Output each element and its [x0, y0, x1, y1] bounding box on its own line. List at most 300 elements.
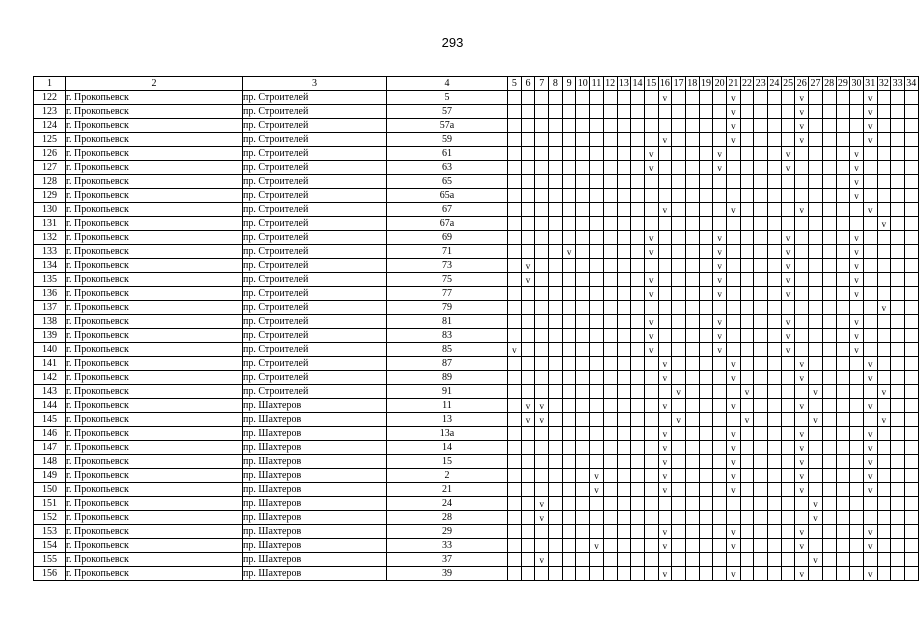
mark-cell-31: v	[863, 105, 877, 119]
mark-cell-6	[521, 567, 535, 581]
mark-cell-12	[603, 497, 617, 511]
mark-cell-9	[562, 315, 576, 329]
mark-cell-10	[576, 525, 590, 539]
mark-cell-17	[672, 259, 686, 273]
mark-cell-28	[822, 371, 836, 385]
column-header-16: 16	[659, 77, 670, 89]
table-row	[34, 301, 919, 315]
mark-cell-28	[822, 385, 836, 399]
mark-cell-18	[685, 301, 699, 315]
mark-cell-25: v	[781, 315, 795, 329]
mark-cell-23	[754, 385, 768, 399]
mark-cell-22	[740, 91, 754, 105]
mark-cell-34	[904, 413, 918, 427]
mark-cell-24	[768, 497, 782, 511]
mark-cell-17	[672, 469, 686, 483]
mark-cell-23	[754, 539, 768, 553]
mark-cell-26	[795, 245, 809, 259]
mark-cell-6	[521, 469, 535, 483]
mark-cell-14	[631, 217, 645, 231]
mark-cell-33	[891, 189, 905, 203]
mark-cell-10	[576, 245, 590, 259]
mark-cell-33	[891, 217, 905, 231]
mark-cell-28	[822, 441, 836, 455]
mark-cell-18	[685, 539, 699, 553]
city-cell: г. Прокопьевск	[66, 287, 243, 301]
street-cell: пр. Строителей	[243, 147, 387, 161]
table-row	[34, 133, 919, 147]
mark-cell-14	[631, 259, 645, 273]
mark-cell-5	[508, 119, 522, 133]
mark-cell-12	[603, 259, 617, 273]
mark-cell-20: v	[713, 273, 727, 287]
city-cell: г. Прокопьевск	[66, 539, 243, 553]
mark-cell-24	[768, 483, 782, 497]
mark-cell-13	[617, 413, 631, 427]
mark-cell-29	[836, 567, 850, 581]
row-number: 132	[34, 231, 66, 245]
mark-cell-25: v	[781, 273, 795, 287]
mark-cell-25	[781, 133, 795, 147]
house-cell: 89	[387, 371, 508, 385]
mark-cell-31: v	[863, 371, 877, 385]
mark-cell-12	[603, 315, 617, 329]
mark-cell-7	[535, 147, 549, 161]
mark-cell-18	[685, 427, 699, 441]
mark-cell-23	[754, 483, 768, 497]
mark-cell-15	[644, 539, 658, 553]
mark-cell-6	[521, 483, 535, 497]
mark-cell-31: v	[863, 427, 877, 441]
mark-cell-27	[809, 357, 823, 371]
mark-cell-7	[535, 91, 549, 105]
mark-cell-11	[590, 203, 604, 217]
city-cell: г. Прокопьевск	[66, 455, 243, 469]
mark-cell-28	[822, 119, 836, 133]
mark-cell-9	[562, 259, 576, 273]
table-row	[34, 231, 919, 245]
column-header-19: 19	[700, 77, 711, 89]
city-cell: г. Прокопьевск	[66, 553, 243, 567]
mark-cell-33	[891, 231, 905, 245]
city-cell: г. Прокопьевск	[66, 91, 243, 105]
mark-cell-33	[891, 441, 905, 455]
house-cell: 28	[387, 511, 508, 525]
mark-cell-31	[863, 553, 877, 567]
mark-cell-5	[508, 189, 522, 203]
mark-cell-20	[713, 469, 727, 483]
mark-cell-17	[672, 399, 686, 413]
mark-cell-26	[795, 147, 809, 161]
mark-cell-30: v	[850, 315, 864, 329]
mark-cell-10	[576, 301, 590, 315]
mark-cell-31	[863, 161, 877, 175]
mark-cell-10	[576, 175, 590, 189]
mark-cell-26	[795, 413, 809, 427]
mark-cell-24	[768, 189, 782, 203]
mark-cell-28	[822, 203, 836, 217]
mark-cell-24	[768, 91, 782, 105]
mark-cell-21: v	[727, 357, 741, 371]
mark-cell-8	[549, 413, 563, 427]
mark-cell-8	[549, 259, 563, 273]
mark-cell-23	[754, 567, 768, 581]
mark-cell-20	[713, 105, 727, 119]
mark-cell-32	[877, 315, 891, 329]
mark-cell-6: v	[521, 259, 535, 273]
mark-cell-12	[603, 329, 617, 343]
mark-cell-32	[877, 203, 891, 217]
mark-cell-28	[822, 567, 836, 581]
mark-cell-21: v	[727, 427, 741, 441]
mark-cell-14	[631, 133, 645, 147]
mark-cell-5	[508, 105, 522, 119]
house-cell: 79	[387, 301, 508, 315]
mark-cell-9	[562, 483, 576, 497]
mark-cell-13	[617, 147, 631, 161]
mark-cell-13	[617, 469, 631, 483]
mark-cell-34	[904, 161, 918, 175]
mark-cell-5	[508, 357, 522, 371]
mark-cell-10	[576, 217, 590, 231]
row-number: 151	[34, 497, 66, 511]
mark-cell-26: v	[795, 91, 809, 105]
mark-cell-26	[795, 497, 809, 511]
mark-cell-17	[672, 553, 686, 567]
mark-cell-13	[617, 133, 631, 147]
mark-cell-16: v	[658, 399, 672, 413]
mark-cell-34	[904, 399, 918, 413]
mark-cell-34	[904, 343, 918, 357]
house-cell: 5	[387, 91, 508, 105]
mark-cell-15	[644, 105, 658, 119]
house-cell: 39	[387, 567, 508, 581]
mark-cell-12	[603, 217, 617, 231]
mark-cell-26	[795, 189, 809, 203]
mark-cell-33	[891, 469, 905, 483]
table-row	[34, 413, 919, 427]
mark-cell-7	[535, 455, 549, 469]
mark-cell-26	[795, 217, 809, 231]
mark-cell-34	[904, 273, 918, 287]
mark-cell-7	[535, 287, 549, 301]
mark-cell-24	[768, 175, 782, 189]
mark-cell-22	[740, 273, 754, 287]
city-cell: г. Прокопьевск	[66, 133, 243, 147]
mark-cell-28	[822, 189, 836, 203]
mark-cell-29	[836, 273, 850, 287]
mark-cell-8	[549, 357, 563, 371]
street-cell: пр. Строителей	[243, 217, 387, 231]
mark-cell-6	[521, 511, 535, 525]
mark-cell-33	[891, 105, 905, 119]
mark-cell-16	[658, 231, 672, 245]
mark-cell-9	[562, 133, 576, 147]
mark-cell-30	[850, 91, 864, 105]
mark-cell-7	[535, 329, 549, 343]
mark-cell-12	[603, 553, 617, 567]
mark-cell-14	[631, 287, 645, 301]
mark-cell-5	[508, 217, 522, 231]
mark-cell-7: v	[535, 413, 549, 427]
mark-cell-18	[685, 497, 699, 511]
mark-cell-33	[891, 385, 905, 399]
mark-cell-16: v	[658, 371, 672, 385]
mark-cell-22	[740, 287, 754, 301]
mark-cell-32	[877, 161, 891, 175]
mark-cell-19	[699, 147, 713, 161]
street-cell: пр. Шахтеров	[243, 455, 387, 469]
mark-cell-7	[535, 259, 549, 273]
mark-cell-29	[836, 511, 850, 525]
table-row	[34, 217, 919, 231]
mark-cell-19	[699, 357, 713, 371]
mark-cell-11	[590, 147, 604, 161]
mark-cell-5	[508, 161, 522, 175]
mark-cell-12	[603, 413, 617, 427]
mark-cell-20	[713, 301, 727, 315]
mark-cell-25	[781, 455, 795, 469]
mark-cell-21: v	[727, 483, 741, 497]
table-row	[34, 203, 919, 217]
mark-cell-7	[535, 469, 549, 483]
mark-cell-15: v	[644, 273, 658, 287]
mark-cell-32: v	[877, 217, 891, 231]
mark-cell-12	[603, 203, 617, 217]
mark-cell-28	[822, 455, 836, 469]
house-cell: 65	[387, 175, 508, 189]
house-cell: 73	[387, 259, 508, 273]
street-cell: пр. Строителей	[243, 203, 387, 217]
mark-cell-17	[672, 329, 686, 343]
mark-cell-22	[740, 497, 754, 511]
mark-cell-24	[768, 301, 782, 315]
column-header-23: 23	[755, 77, 766, 89]
mark-cell-20	[713, 427, 727, 441]
mark-cell-22	[740, 567, 754, 581]
mark-cell-23	[754, 441, 768, 455]
mark-cell-9	[562, 385, 576, 399]
mark-cell-30	[850, 133, 864, 147]
mark-cell-19	[699, 385, 713, 399]
mark-cell-6	[521, 161, 535, 175]
mark-cell-30	[850, 483, 864, 497]
table-row	[34, 329, 919, 343]
mark-cell-26	[795, 287, 809, 301]
mark-cell-21	[727, 287, 741, 301]
mark-cell-12	[603, 455, 617, 469]
mark-cell-21: v	[727, 455, 741, 469]
mark-cell-27: v	[809, 413, 823, 427]
street-cell: пр. Шахтеров	[243, 539, 387, 553]
table-row	[34, 539, 919, 553]
mark-cell-26: v	[795, 483, 809, 497]
mark-cell-27: v	[809, 511, 823, 525]
mark-cell-13	[617, 511, 631, 525]
schedule-table	[33, 76, 919, 581]
mark-cell-10	[576, 147, 590, 161]
mark-cell-14	[631, 385, 645, 399]
mark-cell-5	[508, 301, 522, 315]
mark-cell-20	[713, 399, 727, 413]
mark-cell-21	[727, 329, 741, 343]
mark-cell-26: v	[795, 133, 809, 147]
mark-cell-16	[658, 497, 672, 511]
table-row	[34, 91, 919, 105]
mark-cell-14	[631, 245, 645, 259]
mark-cell-29	[836, 469, 850, 483]
mark-cell-27	[809, 525, 823, 539]
mark-cell-34	[904, 147, 918, 161]
mark-cell-21: v	[727, 441, 741, 455]
mark-cell-30: v	[850, 287, 864, 301]
mark-cell-19	[699, 175, 713, 189]
table-row	[34, 441, 919, 455]
mark-cell-7	[535, 525, 549, 539]
mark-cell-19	[699, 455, 713, 469]
mark-cell-5	[508, 203, 522, 217]
mark-cell-7	[535, 371, 549, 385]
mark-cell-31: v	[863, 483, 877, 497]
mark-cell-16: v	[658, 469, 672, 483]
mark-cell-20	[713, 385, 727, 399]
mark-cell-22	[740, 119, 754, 133]
mark-cell-5: v	[508, 343, 522, 357]
mark-cell-9	[562, 203, 576, 217]
mark-cell-24	[768, 231, 782, 245]
mark-cell-19	[699, 133, 713, 147]
mark-cell-30	[850, 441, 864, 455]
mark-cell-24	[768, 567, 782, 581]
mark-cell-12	[603, 231, 617, 245]
mark-cell-12	[603, 441, 617, 455]
mark-cell-24	[768, 329, 782, 343]
column-header-33: 33	[892, 77, 903, 89]
mark-cell-23	[754, 455, 768, 469]
mark-cell-27	[809, 343, 823, 357]
mark-cell-12	[603, 175, 617, 189]
mark-cell-31	[863, 413, 877, 427]
mark-cell-19	[699, 245, 713, 259]
mark-cell-11	[590, 399, 604, 413]
city-cell: г. Прокопьевск	[66, 217, 243, 231]
city-cell: г. Прокопьевск	[66, 525, 243, 539]
mark-cell-15: v	[644, 231, 658, 245]
mark-cell-33	[891, 371, 905, 385]
row-number: 130	[34, 203, 66, 217]
mark-cell-31	[863, 175, 877, 189]
mark-cell-34	[904, 567, 918, 581]
city-cell: г. Прокопьевск	[66, 483, 243, 497]
mark-cell-9	[562, 329, 576, 343]
mark-cell-12	[603, 371, 617, 385]
mark-cell-13	[617, 287, 631, 301]
mark-cell-18	[685, 287, 699, 301]
mark-cell-32	[877, 567, 891, 581]
row-number: 124	[34, 119, 66, 133]
mark-cell-8	[549, 511, 563, 525]
mark-cell-11	[590, 413, 604, 427]
street-cell: пр. Шахтеров	[243, 553, 387, 567]
mark-cell-28	[822, 217, 836, 231]
mark-cell-22	[740, 315, 754, 329]
mark-cell-10	[576, 287, 590, 301]
mark-cell-19	[699, 469, 713, 483]
mark-cell-20	[713, 455, 727, 469]
street-cell: пр. Шахтеров	[243, 525, 387, 539]
mark-cell-22	[740, 245, 754, 259]
mark-cell-30	[850, 567, 864, 581]
house-cell: 83	[387, 329, 508, 343]
row-number: 135	[34, 273, 66, 287]
mark-cell-14	[631, 161, 645, 175]
mark-cell-25	[781, 91, 795, 105]
street-cell: пр. Строителей	[243, 231, 387, 245]
mark-cell-9	[562, 105, 576, 119]
mark-cell-16	[658, 105, 672, 119]
mark-cell-11	[590, 553, 604, 567]
mark-cell-13	[617, 105, 631, 119]
mark-cell-15: v	[644, 343, 658, 357]
mark-cell-13	[617, 357, 631, 371]
mark-cell-32	[877, 511, 891, 525]
mark-cell-8	[549, 399, 563, 413]
mark-cell-15	[644, 259, 658, 273]
row-number: 122	[34, 91, 66, 105]
mark-cell-34	[904, 105, 918, 119]
mark-cell-21: v	[727, 133, 741, 147]
row-number: 147	[34, 441, 66, 455]
mark-cell-9	[562, 469, 576, 483]
mark-cell-6	[521, 245, 535, 259]
street-cell: пр. Шахтеров	[243, 413, 387, 427]
mark-cell-30: v	[850, 273, 864, 287]
mark-cell-23	[754, 371, 768, 385]
mark-cell-26: v	[795, 371, 809, 385]
mark-cell-30: v	[850, 329, 864, 343]
mark-cell-9	[562, 497, 576, 511]
mark-cell-24	[768, 539, 782, 553]
mark-cell-33	[891, 133, 905, 147]
mark-cell-15	[644, 567, 658, 581]
mark-cell-33	[891, 497, 905, 511]
row-number: 126	[34, 147, 66, 161]
column-header-11: 11	[590, 77, 604, 91]
mark-cell-32	[877, 427, 891, 441]
mark-cell-15	[644, 189, 658, 203]
mark-cell-28	[822, 427, 836, 441]
mark-cell-14	[631, 441, 645, 455]
mark-cell-25	[781, 119, 795, 133]
mark-cell-26: v	[795, 119, 809, 133]
table-row	[34, 455, 919, 469]
mark-cell-24	[768, 413, 782, 427]
mark-cell-32	[877, 525, 891, 539]
mark-cell-21	[727, 553, 741, 567]
mark-cell-31: v	[863, 91, 877, 105]
row-number: 141	[34, 357, 66, 371]
mark-cell-30	[850, 371, 864, 385]
mark-cell-17: v	[672, 413, 686, 427]
mark-cell-28	[822, 273, 836, 287]
mark-cell-22	[740, 203, 754, 217]
row-number: 155	[34, 553, 66, 567]
mark-cell-29	[836, 189, 850, 203]
mark-cell-21	[727, 259, 741, 273]
mark-cell-30	[850, 525, 864, 539]
mark-cell-8	[549, 217, 563, 231]
mark-cell-21	[727, 497, 741, 511]
